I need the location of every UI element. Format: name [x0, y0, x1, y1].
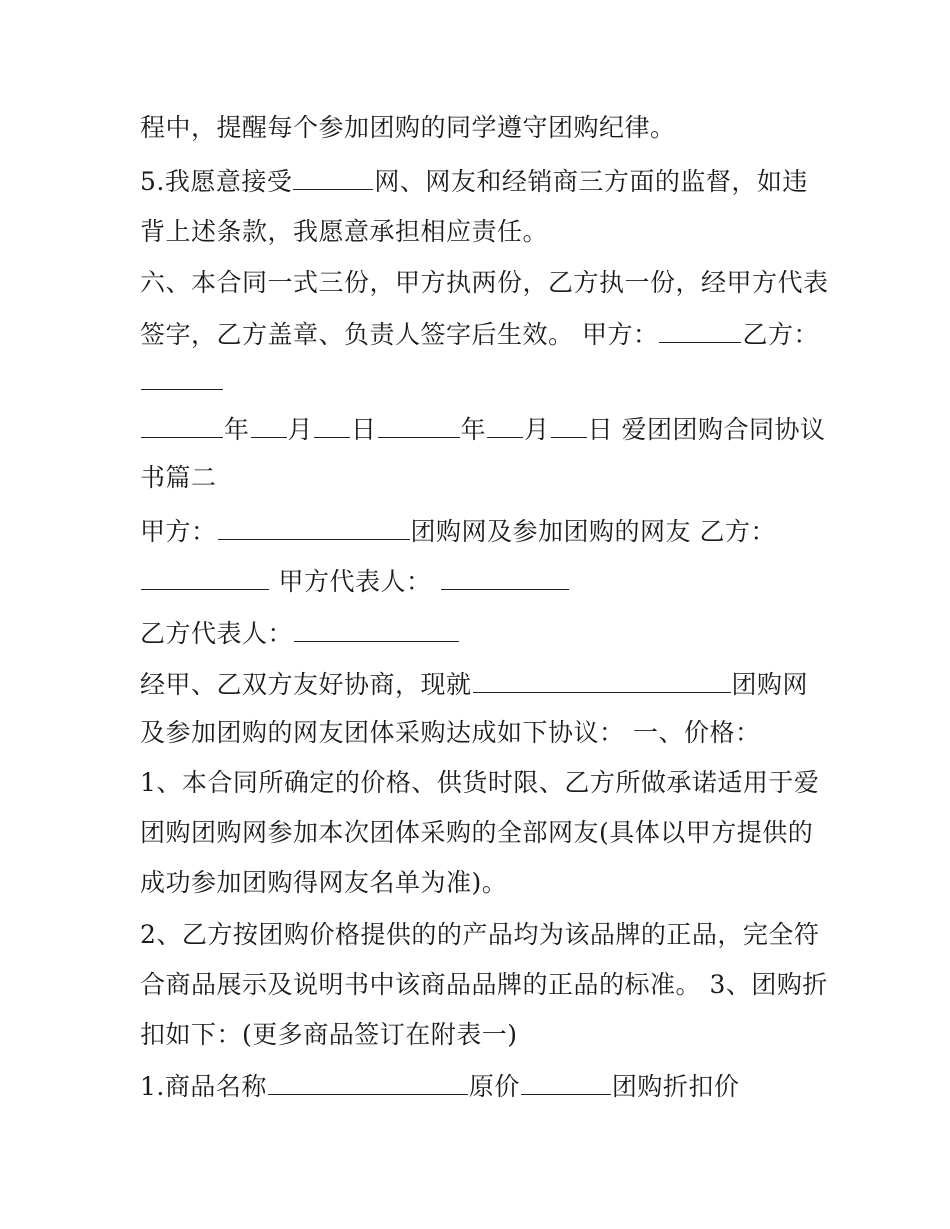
- fill-in-blank: [659, 316, 741, 343]
- fill-in-blank: [141, 563, 269, 590]
- text-segment: 甲方：: [140, 517, 217, 546]
- fill-in-blank: [314, 411, 350, 438]
- text-segment: 签字，乙方盖章、负责人签字后生效。 甲方：: [140, 320, 659, 349]
- text-segment: 团购网及参加团购的网友 乙方：: [410, 517, 776, 546]
- document-line: [140, 666, 808, 700]
- fill-in-blank: [378, 411, 460, 438]
- text-segment: 5.我愿意接受: [140, 167, 293, 196]
- document-line: [140, 1068, 739, 1102]
- document-line: [140, 563, 570, 597]
- document-line: [140, 163, 808, 197]
- text-segment: 团购折扣价: [611, 1072, 740, 1101]
- text-segment: 月: [287, 415, 314, 444]
- document-line: [140, 716, 760, 750]
- text-segment: 年: [460, 415, 487, 444]
- text-segment: 书篇二: [140, 463, 217, 492]
- text-segment: 程中，提醒每个参加团购的同学遵守团购纪律。: [140, 113, 676, 142]
- fill-in-blank: [487, 411, 523, 438]
- document-line: [140, 918, 819, 952]
- text-segment: 年: [224, 415, 250, 444]
- document-line: [140, 215, 548, 249]
- text-segment: 背上述条款，我愿意承担相应责任。: [140, 217, 549, 246]
- text-segment: 甲方代表人：: [270, 567, 440, 596]
- fill-in-blank: [141, 363, 223, 390]
- document-line: [140, 111, 676, 145]
- document-line: [140, 266, 829, 300]
- document-line: [140, 513, 776, 547]
- fill-in-blank: [473, 666, 731, 693]
- text-segment: 原价: [468, 1072, 520, 1101]
- document-line: [140, 1018, 518, 1052]
- document-line: [140, 461, 217, 495]
- text-segment: 合商品展示及说明书中该商品品牌的正品的标准。 3、团购折: [140, 970, 828, 999]
- document-line: [140, 866, 507, 900]
- text-segment: 1.商品名称: [140, 1072, 267, 1101]
- fill-in-blank: [251, 411, 287, 438]
- fill-in-blank: [268, 1068, 468, 1095]
- fill-in-blank: [441, 563, 569, 590]
- fill-in-blank: [294, 615, 459, 642]
- text-segment: 乙方：: [742, 320, 819, 349]
- text-segment: 六、本合同一式三份，甲方执两份，乙方执一份，经甲方代表: [140, 268, 829, 297]
- document-line: [140, 816, 813, 850]
- text-segment: 扣如下：(更多商品签订在附表一): [140, 1020, 518, 1049]
- text-segment: 团购团购网参加本次团体采购的全部网友(具体以甲方提供的: [140, 818, 814, 847]
- text-segment: 日: [351, 415, 377, 444]
- fill-in-blank: [551, 411, 587, 438]
- text-segment: 团购网: [731, 670, 809, 699]
- text-segment: 月: [524, 415, 550, 444]
- document-line: [140, 363, 224, 397]
- text-segment: 日 爱团团购合同协议: [587, 415, 826, 444]
- fill-in-blank: [293, 163, 373, 190]
- text-segment: 成功参加团购得网友名单为准)。: [140, 868, 508, 897]
- text-segment: 经甲、乙双方友好协商，现就: [140, 670, 472, 699]
- fill-in-blank: [521, 1068, 611, 1095]
- text-segment: 网、网友和经销商三方面的监督，如违: [374, 167, 808, 196]
- document-line: [140, 615, 460, 649]
- document-line: [140, 411, 826, 445]
- document-line: [140, 766, 819, 800]
- text-segment: 1、本合同所确定的价格、供货时限、乙方所做承诺适用于爱: [140, 768, 820, 797]
- text-segment: 及参加团购的网友团体采购达成如下协议： 一、价格：: [140, 718, 761, 747]
- fill-in-blank: [218, 513, 410, 540]
- text-segment: 2、乙方按团购价格提供的的产品均为该品牌的正品，完全符: [140, 920, 820, 949]
- document-line: [140, 316, 819, 350]
- fill-in-blank: [141, 411, 223, 438]
- document-line: [140, 968, 828, 1002]
- text-segment: 乙方代表人：: [140, 619, 294, 648]
